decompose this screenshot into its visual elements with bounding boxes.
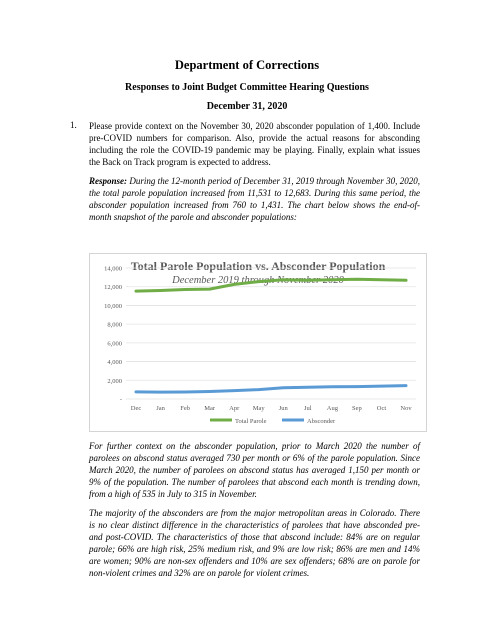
x-tick-label: Apr	[229, 405, 240, 412]
x-tick-label: Nov	[400, 405, 412, 412]
chart-title: Total Parole Population vs. Absconder Population	[130, 259, 386, 273]
x-tick-label: Dec	[130, 405, 142, 412]
characteristics-paragraph: The majority of the absconders are from the major metropolitan areas in Colorado. There is no clear distinct difference in the characteristics of parolees that have absconded pre- and post-COVID. The characteristics of those that abscond include: 84% are on regular parole; 66% are high risk, 25% medium risk, and 9% are low risk; 86% are men and 14% are women; 90% are non-sex offenders and 10% are sex offenders; 68% are on parole for non-violent crimes and 32% are on parole for violent crimes.	[89, 508, 420, 578]
question-number: 1.	[70, 120, 77, 130]
question-text: Please provide context on the November 30, 2020 absconder population of 1,400. Include pre-COVID numbers for comparison. Also, provide the actual reasons for absconding including the role the COVID-19 pandemic may be playing. Finally, explain what issues the Back on Track program is expected to address.	[89, 121, 420, 167]
response-label: Response:	[89, 176, 127, 186]
x-tick-label: Jul	[304, 405, 312, 412]
document-subtitle: Responses to Joint Budget Committee Hearing Questions	[125, 82, 369, 93]
y-tick-label: 2,000	[107, 377, 122, 385]
series-line-1	[136, 386, 406, 393]
response-text: During the 12-month period of December 31, 2019 through November 30, 2020, the total parole population increased from 11,531 to 12,683. During this same period, the absconder population increased from 760 to 1,431. The chart below shows the end-of-month snapshot of the parole and absconder populations:	[89, 176, 420, 222]
y-tick-label: 8,000	[107, 321, 122, 329]
y-tick-label: -	[119, 396, 122, 404]
y-tick-label: 10,000	[104, 302, 122, 310]
x-tick-label: Oct	[376, 405, 387, 412]
y-tick-label: 4,000	[107, 359, 122, 367]
y-tick-label: 6,000	[107, 340, 122, 348]
chart-svg	[90, 254, 426, 431]
context-paragraph: For further context on the absconder population, prior to March 2020 the number of parolees on abscond status averaged 730 per month or 6% of the parole population. Since March 2020, the number of parolees on abscond status has averaged 1,150 per month or 9% of the population. The number of parolees that abscond each month is trending down, from a high of 535 in July to 315 in November.	[89, 441, 420, 499]
department-title: Department of Corrections	[174, 58, 320, 72]
x-tick-label: Jan	[156, 405, 165, 412]
y-tick-label: 12,000	[104, 284, 122, 292]
population-chart	[89, 253, 427, 432]
x-tick-label: Jun	[278, 405, 288, 412]
x-tick-label: Feb	[180, 405, 190, 412]
document-date: December 31, 2020	[206, 101, 288, 112]
y-tick-label: 14,000	[104, 265, 122, 273]
x-tick-label: Mar	[204, 405, 216, 412]
legend-label-0: Total Parole	[235, 418, 267, 425]
x-tick-label: May	[252, 405, 265, 412]
x-tick-label: Sep	[352, 405, 362, 412]
chart-subtitle: December 2019 through November 2020	[172, 275, 344, 286]
x-tick-label: Aug	[326, 405, 338, 412]
response-paragraph	[89, 175, 420, 223]
legend-label-1: Absconder	[307, 418, 336, 425]
